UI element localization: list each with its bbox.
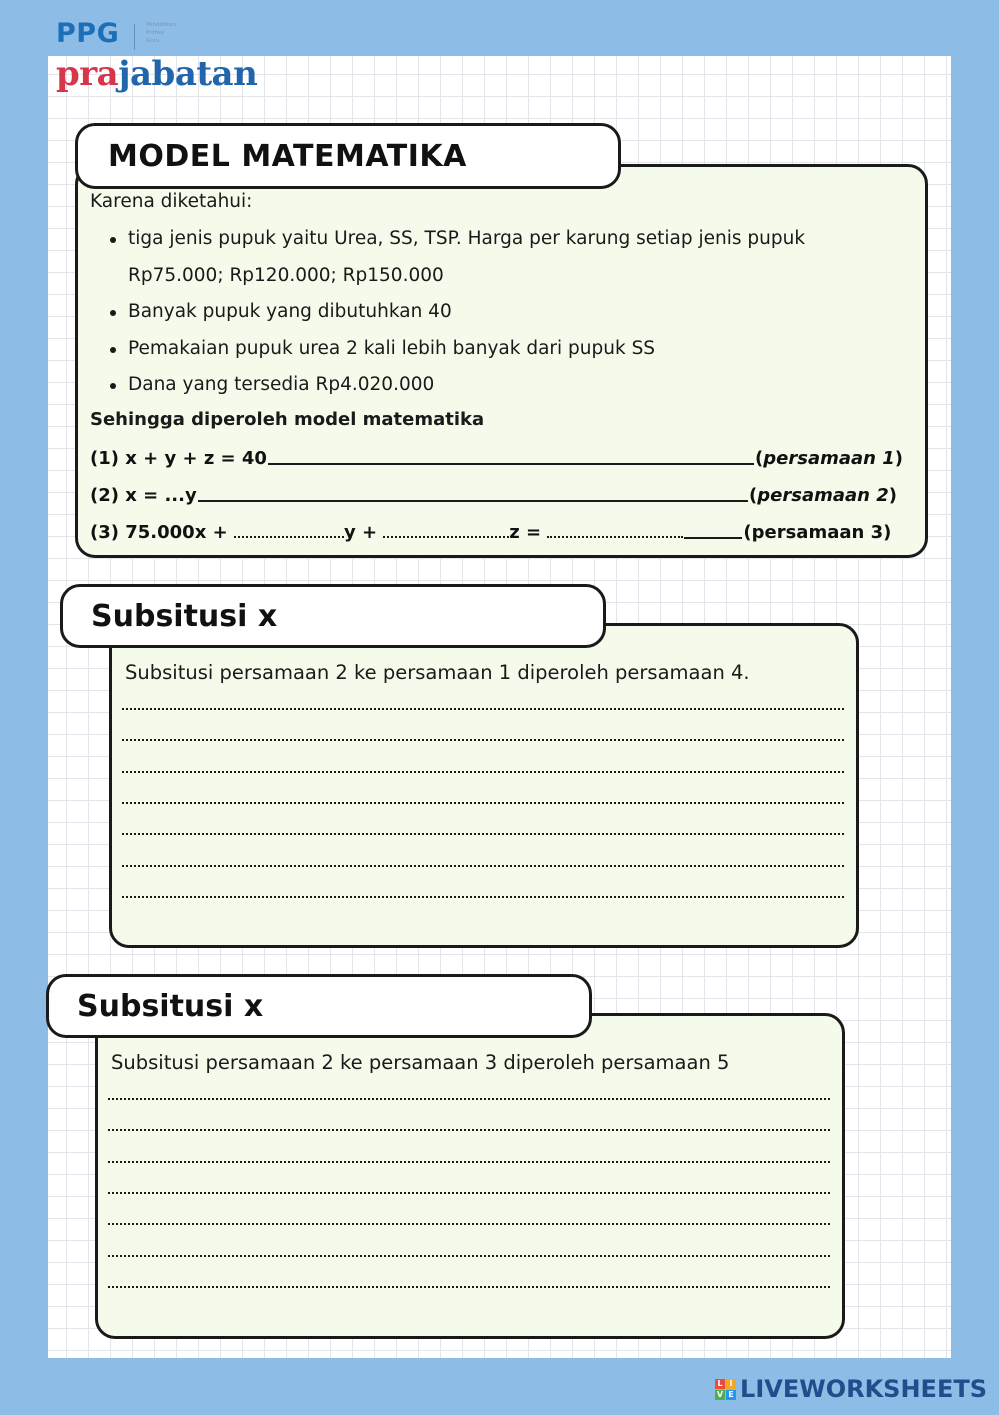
prajabatan-logo-text xyxy=(56,54,257,94)
section-title: MODEL MATEMATIKA xyxy=(108,138,467,174)
equation-3-text: z = xyxy=(509,522,548,543)
tag-label: persamaan 1 xyxy=(763,448,895,469)
substitution-1-instruction: Subsitusi persamaan 2 ke persamaan 1 diperoleh persamaan 4. xyxy=(125,661,750,684)
equation-3-blank-z[interactable] xyxy=(383,536,509,538)
equation-3-tag: (persamaan 3) xyxy=(743,522,892,543)
answer-line[interactable] xyxy=(108,1223,830,1225)
tag-label: persamaan 2 xyxy=(757,485,889,506)
substitution-1-header xyxy=(60,584,606,648)
logo-text-red: pra xyxy=(56,54,119,94)
logo-letter: V xyxy=(716,1389,724,1399)
tag-paren: ) xyxy=(888,485,897,506)
equation-1-row xyxy=(90,443,903,469)
section-title: Subsitusi x xyxy=(77,988,264,1024)
answer-line[interactable] xyxy=(122,708,844,710)
answer-line[interactable] xyxy=(122,802,844,804)
list-item-text: tiga jenis pupuk yaitu Urea, SS, TSP. Harga per karung setiap jenis pupuk xyxy=(128,228,806,249)
substitution-2-panel xyxy=(95,1013,845,1339)
equation-2-answer-blank[interactable] xyxy=(198,500,748,502)
list-item xyxy=(90,221,805,294)
list-item xyxy=(90,294,805,331)
answer-line[interactable] xyxy=(108,1161,830,1163)
ppg-sub-line: Profesi xyxy=(146,30,165,36)
tag-paren: ( xyxy=(755,448,764,469)
answer-line[interactable] xyxy=(108,1192,830,1194)
equation-1-tag xyxy=(755,448,903,469)
known-facts-list xyxy=(90,221,805,404)
tag-paren: ( xyxy=(749,485,758,506)
model-matematika-header xyxy=(75,123,621,189)
answer-line[interactable] xyxy=(122,833,844,835)
tag-paren: ) xyxy=(894,448,903,469)
answer-line[interactable] xyxy=(108,1255,830,1257)
list-item-text: Banyak pupuk yang dibutuhkan 40 xyxy=(128,301,452,322)
liveworksheets-brand[interactable] xyxy=(715,1375,987,1403)
answer-line[interactable] xyxy=(122,896,844,898)
list-item xyxy=(90,331,805,368)
answer-line[interactable] xyxy=(122,771,844,773)
equation-3-text: (3) 75.000x + xyxy=(90,522,234,543)
equation-3-answer-blank[interactable] xyxy=(684,537,742,539)
ppg-sub-line: Pendidikan xyxy=(146,22,176,28)
equation-2-tag xyxy=(749,485,897,506)
ppg-logo-text: PPG xyxy=(56,18,120,49)
answer-line[interactable] xyxy=(108,1286,830,1288)
logo-text-blue: jabatan xyxy=(118,54,258,94)
liveworksheets-logo-icon xyxy=(715,1379,736,1400)
logo-letter: E xyxy=(726,1390,736,1400)
answer-line[interactable] xyxy=(108,1129,830,1131)
list-item-text: Dana yang tersedia Rp4.020.000 xyxy=(128,374,435,395)
equation-3-row xyxy=(90,517,903,543)
logo-letter: I xyxy=(726,1379,736,1389)
equation-2-text: (2) x = ...y xyxy=(90,485,197,506)
substitution-2-instruction: Subsitusi persamaan 2 ke persamaan 3 diperoleh persamaan 5 xyxy=(111,1051,730,1074)
model-conclusion-text: Sehingga diperoleh model matematika xyxy=(90,409,485,430)
ppg-sub-line: Guru xyxy=(146,38,160,44)
section-title: Subsitusi x xyxy=(91,598,278,634)
list-item-text: Pemakaian pupuk urea 2 kali lebih banyak dari pupuk SS xyxy=(128,337,656,359)
equation-3-blank-y[interactable] xyxy=(234,536,344,538)
substitution-2-header xyxy=(46,974,592,1038)
list-item-text: Rp75.000; Rp120.000; Rp150.000 xyxy=(128,264,444,286)
list-item xyxy=(90,367,805,404)
equation-2-row xyxy=(90,480,897,506)
equation-3-blank-total[interactable] xyxy=(547,536,683,538)
model-matematika-panel xyxy=(75,164,928,558)
ppg-logo-subtitle xyxy=(146,21,206,45)
logo-letter: L xyxy=(715,1379,725,1389)
substitution-1-panel xyxy=(109,623,859,948)
intro-text: Karena diketahui: xyxy=(90,191,253,212)
equation-1-answer-blank[interactable] xyxy=(268,463,754,465)
equation-1-text: (1) x + y + z = 40 xyxy=(90,448,267,469)
answer-line[interactable] xyxy=(108,1098,830,1100)
answer-line[interactable] xyxy=(122,739,844,741)
answer-line[interactable] xyxy=(122,865,844,867)
liveworksheets-wordmark: LIVEWORKSHEETS xyxy=(740,1375,987,1403)
logo-divider xyxy=(134,24,135,50)
equation-3-text: y + xyxy=(343,522,384,543)
